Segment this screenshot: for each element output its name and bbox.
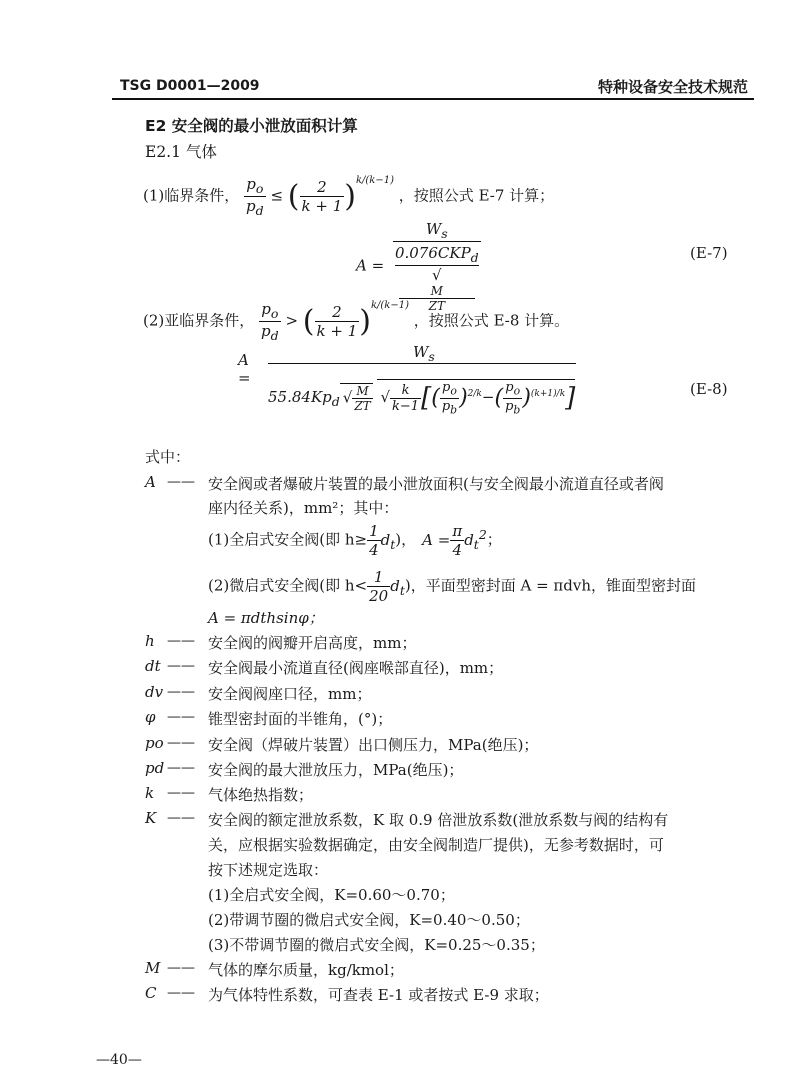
- symbol-A: A: [145, 473, 156, 491]
- dash: ——: [167, 474, 195, 490]
- def-pd: 安全阀的最大泄放压力，MPa(绝压)；: [208, 761, 464, 779]
- symbol-k: k: [145, 784, 155, 802]
- def-K-line-3: 按下述规定选取：: [208, 861, 329, 879]
- equation-e7-tag: (E-7): [690, 244, 728, 262]
- symbol-h: h: [145, 632, 155, 650]
- dash: ——: [167, 785, 195, 801]
- k-option-1: (1)全启式安全阀，K=0.60～0.70；: [208, 886, 455, 904]
- dash: ——: [167, 960, 195, 976]
- full-lift-label: (1)全启式安全阀(即 h≥: [208, 530, 368, 549]
- dash: ——: [167, 760, 195, 776]
- symbol-po: po: [145, 734, 164, 752]
- symbol-M: M: [145, 959, 161, 977]
- series-title: 特种设备安全技术规范: [597, 78, 748, 96]
- standard-code: TSG D0001—2009: [120, 78, 260, 94]
- page-number: —40—: [96, 1052, 142, 1068]
- def-k: 气体绝热指数；: [208, 786, 314, 804]
- def-phi: 锥型密封面的半锥角，(°)；: [208, 710, 393, 728]
- subcritical-condition-label: (2)亚临界条件，: [143, 311, 255, 330]
- dash: ——: [167, 810, 195, 826]
- equation-e8-tag: (E-8): [690, 380, 728, 398]
- def-dv: 安全阀阀座口径，mm；: [208, 685, 372, 703]
- micro-lift-seals: ，平面型密封面 A = πdvh，锥面型密封面: [410, 576, 697, 595]
- dash: ——: [167, 709, 195, 725]
- header-rule: [112, 98, 754, 100]
- micro-lift-area: (2)微启式安全阀(即 h< $\frac{1}{20}$ $d_t$)，平面型密封面 A = πdvh，锥面型密封面: [208, 568, 697, 605]
- micro-lift-label: (2)微启式安全阀(即 h<: [208, 576, 368, 595]
- symbol-K: K: [145, 809, 157, 827]
- symbol-C: C: [145, 984, 157, 1002]
- critical-condition: (1)临界条件， $\frac{p_o}{p_d}$ ≤ ( $\frac{2}{k + 1}$ )$^{k/(k-1)}$ ，按照公式 E-7 计算；: [143, 174, 555, 218]
- dash: ——: [167, 633, 195, 649]
- dash: ——: [167, 985, 195, 1001]
- full-lift-area: (1)全启式安全阀(即 h≥ $\frac{1}{4}$ $d_t$)， A = $\frac{\pi}{4}$ $d_t^2$；: [208, 522, 502, 559]
- def-dt: 安全阀最小流道直径(阀座喉部直径)，mm；: [208, 659, 504, 677]
- subsection-title: E2.1 气体: [145, 143, 217, 161]
- def-K-line-1: 安全阀的额定泄放系数，K 取 0.9 倍泄放系数(泄放系数与阀的结构有: [208, 811, 669, 829]
- symbol-pd: pd: [145, 759, 165, 777]
- def-K-line-2: 关，应根据实验数据确定，由安全阀制造厂提供)，无参考数据时，可: [208, 836, 664, 854]
- subcritical-condition: (2)亚临界条件， $\frac{p_o}{p_d}$ > ( $\frac{2}{k + 1}$ )$^{k/(k-1)}$ ，按照公式 E-8 计算。: [143, 299, 570, 343]
- dash: ——: [167, 735, 195, 751]
- def-C: 为气体特性系数，可查表 E-1 或者按式 E-9 求取；: [208, 986, 549, 1004]
- def-h: 安全阀的阀瓣开启高度，mm；: [208, 634, 417, 652]
- equation-e7: A = $W_s$ $0.076CKP_d$ √ M ZT: [356, 220, 479, 313]
- cone-seal-area: A = πdthsinφ；: [208, 609, 324, 627]
- symbol-dv: dv: [145, 683, 164, 701]
- def-A-line-2: 座内径关系)，mm²；其中：: [208, 499, 399, 517]
- k-option-3: (3)不带调节圈的微启式安全阀，K=0.25～0.35；: [208, 936, 545, 954]
- symbol-dt: dt: [145, 657, 161, 675]
- pressure-ratio: $\frac{p_o}{p_d}$: [246, 175, 264, 218]
- critical-condition-suffix: ，按照公式 E-7 计算；: [398, 186, 555, 205]
- critical-condition-label: (1)临界条件，: [143, 186, 240, 205]
- symbol-phi: φ: [145, 708, 156, 726]
- dash: ——: [167, 684, 195, 700]
- where-label: 式中：: [145, 448, 191, 466]
- def-M: 气体的摩尔质量，kg/kmol；: [208, 961, 404, 979]
- k-option-2: (2)带调节圈的微启式安全阀，K=0.40～0.50；: [208, 911, 530, 929]
- section-title: E2 安全阀的最小泄放面积计算: [145, 117, 358, 135]
- subcritical-condition-suffix: ，按照公式 E-8 计算。: [413, 311, 570, 330]
- dash: ——: [167, 658, 195, 674]
- def-po: 安全阀（焊破片装置）出口侧压力，MPa(绝压)；: [208, 736, 539, 754]
- def-A-line-1: 安全阀或者爆破片装置的最小泄放面积(与安全阀最小流道直径或者阀: [208, 475, 664, 493]
